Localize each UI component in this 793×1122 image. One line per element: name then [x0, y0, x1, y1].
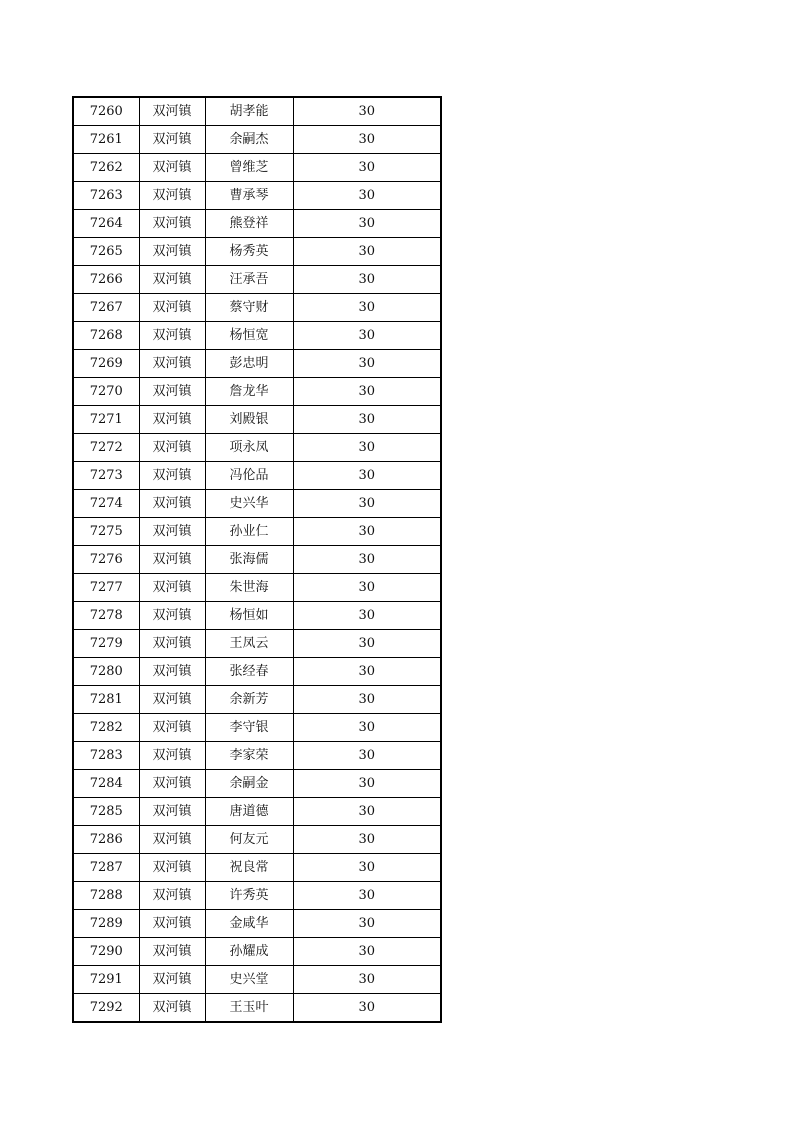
cell-amount: 30 — [293, 658, 441, 686]
cell-amount: 30 — [293, 966, 441, 994]
cell-name: 冯伦品 — [205, 462, 293, 490]
cell-town: 双河镇 — [139, 574, 205, 602]
cell-name: 汪承吾 — [205, 266, 293, 294]
cell-amount: 30 — [293, 826, 441, 854]
cell-name: 李守银 — [205, 714, 293, 742]
cell-number: 7268 — [73, 322, 139, 350]
cell-number: 7266 — [73, 266, 139, 294]
cell-name: 熊登祥 — [205, 210, 293, 238]
cell-name: 张海儒 — [205, 546, 293, 574]
cell-town: 双河镇 — [139, 826, 205, 854]
table-row — [73, 910, 441, 938]
cell-town: 双河镇 — [139, 210, 205, 238]
cell-amount: 30 — [293, 574, 441, 602]
cell-number: 7292 — [73, 994, 139, 1023]
cell-town: 双河镇 — [139, 518, 205, 546]
cell-amount: 30 — [293, 770, 441, 798]
cell-number: 7275 — [73, 518, 139, 546]
cell-name: 杨秀英 — [205, 238, 293, 266]
cell-town: 双河镇 — [139, 770, 205, 798]
cell-number: 7286 — [73, 826, 139, 854]
table-row — [73, 210, 441, 238]
cell-town: 双河镇 — [139, 546, 205, 574]
cell-amount: 30 — [293, 322, 441, 350]
cell-name: 唐道德 — [205, 798, 293, 826]
cell-amount: 30 — [293, 434, 441, 462]
cell-name: 彭忠明 — [205, 350, 293, 378]
cell-number: 7264 — [73, 210, 139, 238]
cell-amount: 30 — [293, 994, 441, 1023]
cell-amount: 30 — [293, 546, 441, 574]
cell-amount: 30 — [293, 406, 441, 434]
table-row — [73, 378, 441, 406]
cell-town: 双河镇 — [139, 434, 205, 462]
cell-name: 刘殿银 — [205, 406, 293, 434]
cell-amount: 30 — [293, 910, 441, 938]
cell-number: 7290 — [73, 938, 139, 966]
table-row — [73, 574, 441, 602]
table-row — [73, 518, 441, 546]
cell-name: 祝良常 — [205, 854, 293, 882]
table-row — [73, 434, 441, 462]
table-row — [73, 966, 441, 994]
cell-amount: 30 — [293, 742, 441, 770]
cell-name: 许秀英 — [205, 882, 293, 910]
cell-amount: 30 — [293, 126, 441, 154]
cell-amount: 30 — [293, 210, 441, 238]
cell-name: 曾维芝 — [205, 154, 293, 182]
cell-name: 蔡守财 — [205, 294, 293, 322]
cell-amount: 30 — [293, 686, 441, 714]
cell-number: 7267 — [73, 294, 139, 322]
table-row — [73, 126, 441, 154]
cell-number: 7274 — [73, 490, 139, 518]
cell-amount: 30 — [293, 490, 441, 518]
cell-town: 双河镇 — [139, 182, 205, 210]
table-row — [73, 630, 441, 658]
table-body — [73, 97, 441, 1022]
cell-name: 王玉叶 — [205, 994, 293, 1023]
cell-amount: 30 — [293, 462, 441, 490]
cell-number: 7281 — [73, 686, 139, 714]
cell-town: 双河镇 — [139, 294, 205, 322]
cell-amount: 30 — [293, 182, 441, 210]
cell-number: 7269 — [73, 350, 139, 378]
cell-number: 7289 — [73, 910, 139, 938]
cell-number: 7262 — [73, 154, 139, 182]
cell-number: 7291 — [73, 966, 139, 994]
cell-town: 双河镇 — [139, 938, 205, 966]
cell-amount: 30 — [293, 882, 441, 910]
cell-town: 双河镇 — [139, 994, 205, 1023]
table-row — [73, 686, 441, 714]
cell-town: 双河镇 — [139, 490, 205, 518]
cell-number: 7280 — [73, 658, 139, 686]
cell-name: 朱世海 — [205, 574, 293, 602]
cell-name: 孙耀成 — [205, 938, 293, 966]
cell-name: 余新芳 — [205, 686, 293, 714]
cell-town: 双河镇 — [139, 854, 205, 882]
cell-town: 双河镇 — [139, 630, 205, 658]
table-row — [73, 294, 441, 322]
cell-town: 双河镇 — [139, 658, 205, 686]
cell-name: 张经春 — [205, 658, 293, 686]
table-row — [73, 97, 441, 126]
table-row — [73, 882, 441, 910]
cell-name: 项永凤 — [205, 434, 293, 462]
table-row — [73, 406, 441, 434]
table-row — [73, 462, 441, 490]
cell-number: 7284 — [73, 770, 139, 798]
table-row — [73, 770, 441, 798]
cell-town: 双河镇 — [139, 266, 205, 294]
cell-name: 何友元 — [205, 826, 293, 854]
cell-amount: 30 — [293, 714, 441, 742]
cell-town: 双河镇 — [139, 602, 205, 630]
cell-town: 双河镇 — [139, 966, 205, 994]
cell-number: 7287 — [73, 854, 139, 882]
cell-amount: 30 — [293, 518, 441, 546]
table-row — [73, 938, 441, 966]
cell-number: 7270 — [73, 378, 139, 406]
table-row — [73, 154, 441, 182]
cell-name: 詹龙华 — [205, 378, 293, 406]
cell-town: 双河镇 — [139, 910, 205, 938]
cell-amount: 30 — [293, 294, 441, 322]
table-row — [73, 994, 441, 1023]
cell-number: 7272 — [73, 434, 139, 462]
cell-town: 双河镇 — [139, 798, 205, 826]
cell-number: 7277 — [73, 574, 139, 602]
cell-town: 双河镇 — [139, 714, 205, 742]
cell-number: 7285 — [73, 798, 139, 826]
cell-name: 曹承琴 — [205, 182, 293, 210]
cell-amount: 30 — [293, 238, 441, 266]
cell-town: 双河镇 — [139, 154, 205, 182]
table-row — [73, 266, 441, 294]
cell-number: 7278 — [73, 602, 139, 630]
cell-number: 7282 — [73, 714, 139, 742]
table-row — [73, 826, 441, 854]
cell-town: 双河镇 — [139, 882, 205, 910]
cell-name: 金咸华 — [205, 910, 293, 938]
table-row — [73, 602, 441, 630]
table-row — [73, 798, 441, 826]
cell-town: 双河镇 — [139, 322, 205, 350]
cell-number: 7283 — [73, 742, 139, 770]
cell-name: 余嗣杰 — [205, 126, 293, 154]
table-row — [73, 658, 441, 686]
cell-name: 孙业仁 — [205, 518, 293, 546]
cell-name: 杨恒如 — [205, 602, 293, 630]
cell-name: 李家荣 — [205, 742, 293, 770]
table-row — [73, 742, 441, 770]
data-table — [72, 96, 442, 1023]
cell-amount: 30 — [293, 154, 441, 182]
cell-amount: 30 — [293, 938, 441, 966]
cell-amount: 30 — [293, 854, 441, 882]
cell-town: 双河镇 — [139, 238, 205, 266]
cell-town: 双河镇 — [139, 126, 205, 154]
cell-amount: 30 — [293, 798, 441, 826]
cell-number: 7265 — [73, 238, 139, 266]
cell-name: 胡孝能 — [205, 97, 293, 126]
cell-number: 7273 — [73, 462, 139, 490]
cell-number: 7263 — [73, 182, 139, 210]
cell-name: 史兴华 — [205, 490, 293, 518]
cell-name: 史兴堂 — [205, 966, 293, 994]
cell-name: 杨恒宽 — [205, 322, 293, 350]
cell-town: 双河镇 — [139, 406, 205, 434]
cell-number: 7279 — [73, 630, 139, 658]
cell-number: 7271 — [73, 406, 139, 434]
cell-amount: 30 — [293, 378, 441, 406]
cell-amount: 30 — [293, 602, 441, 630]
cell-number: 7261 — [73, 126, 139, 154]
table-row — [73, 854, 441, 882]
cell-number: 7260 — [73, 97, 139, 126]
cell-town: 双河镇 — [139, 350, 205, 378]
table-row — [73, 238, 441, 266]
cell-town: 双河镇 — [139, 97, 205, 126]
table-row — [73, 546, 441, 574]
cell-name: 余嗣金 — [205, 770, 293, 798]
cell-amount: 30 — [293, 350, 441, 378]
table-row — [73, 322, 441, 350]
cell-town: 双河镇 — [139, 742, 205, 770]
table-row — [73, 350, 441, 378]
cell-town: 双河镇 — [139, 462, 205, 490]
table-row — [73, 714, 441, 742]
cell-town: 双河镇 — [139, 686, 205, 714]
cell-amount: 30 — [293, 266, 441, 294]
cell-amount: 30 — [293, 630, 441, 658]
cell-amount: 30 — [293, 97, 441, 126]
table-row — [73, 182, 441, 210]
cell-number: 7276 — [73, 546, 139, 574]
cell-number: 7288 — [73, 882, 139, 910]
table-row — [73, 490, 441, 518]
cell-town: 双河镇 — [139, 378, 205, 406]
cell-name: 王凤云 — [205, 630, 293, 658]
